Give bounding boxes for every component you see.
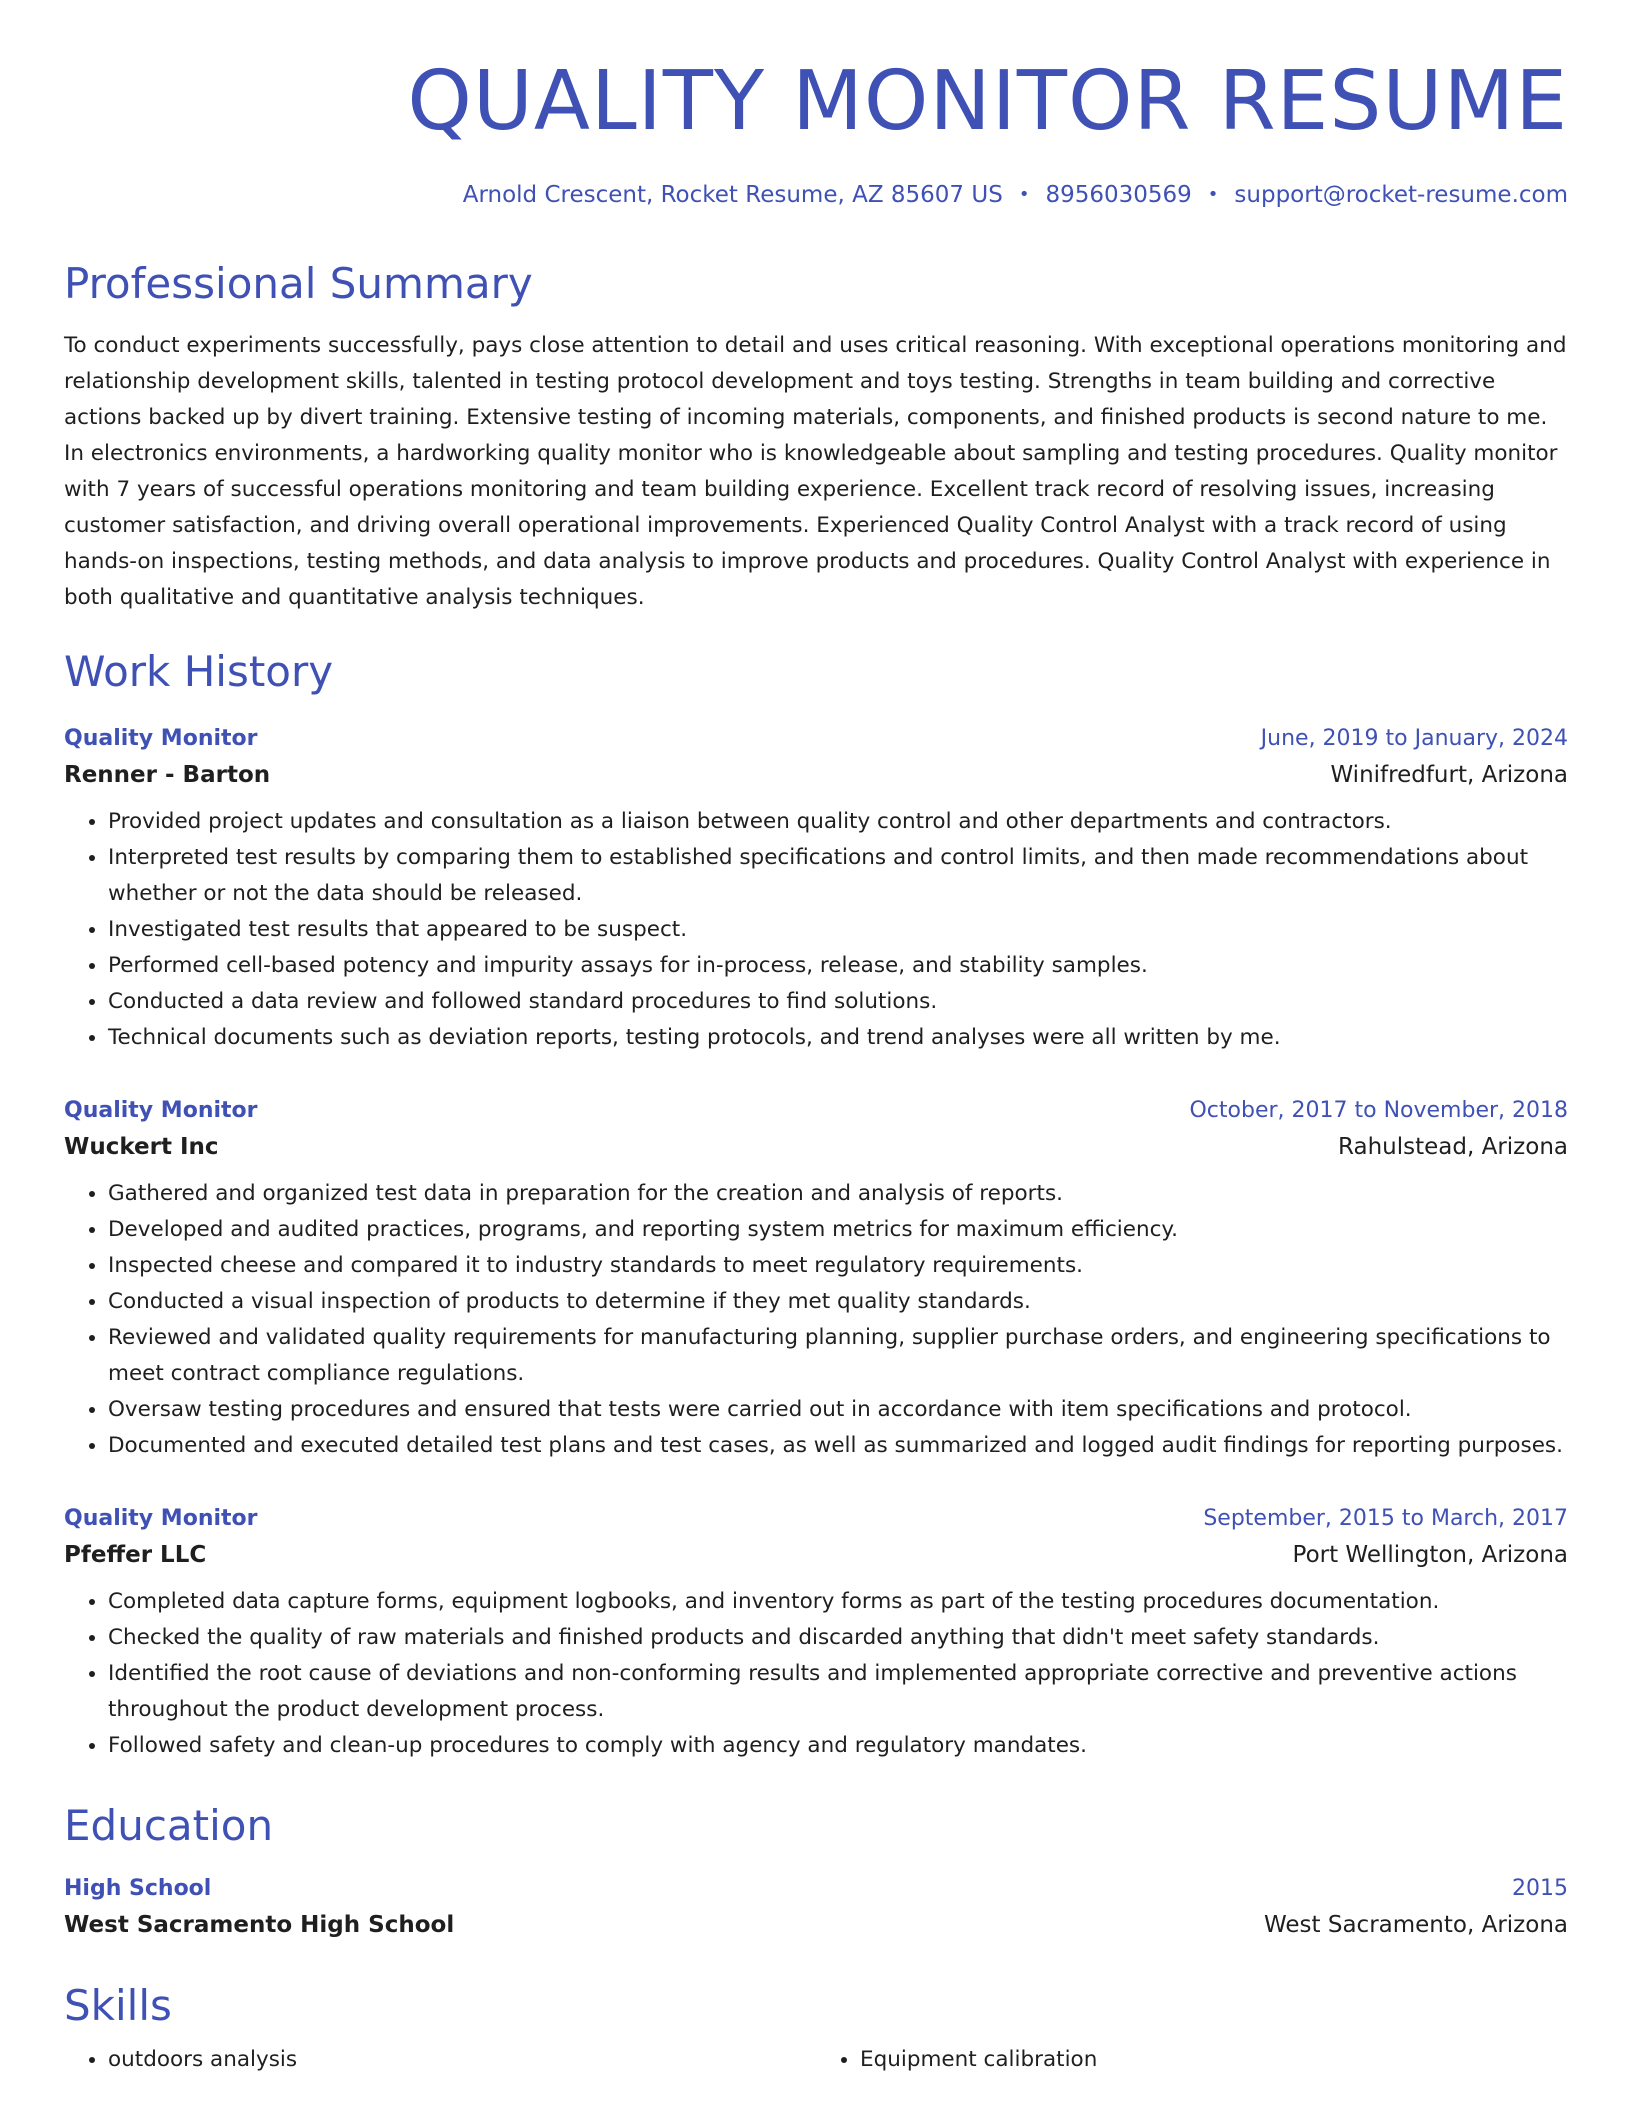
job-bullets [64, 804, 1568, 1056]
list-item: • Followed safety and clean-up procedures to comply with agency and regulatory mandates. [108, 1728, 1568, 1764]
job-role: Quality Monitor [64, 1506, 258, 1531]
list-item: • Documented and executed detailed test plans and test cases, as well as summarized and logged audit findings for reporting purposes. [108, 1428, 1568, 1464]
summary-text: To conduct experiments successfully, pays close attention to detail and uses critical reasoning. With exceptional operations monitoring and relationship development skills, talented in testing protocol development and toys testing. Strengths in team building and corrective actions backed up by divert training. Extensive testing of incoming materials, components, and finished products is second nature to me. In electronics environments, a hardworking quality monitor who is knowledgeable about sampling and testing procedures. Quality monitor with 7 years of successful operations monitoring and team building experience. Excellent track record of resolving issues, increasing customer satisfaction, and driving overall operational improvements. Experienced Quality Control Analyst with a track record of using hands-on inspections, testing methods, and data analysis to improve products and procedures. Quality Control Analyst with experience in both qualitative and quantitative analysis techniques. [64, 333, 1567, 610]
resume-title: QUALITY MONITOR RESUME [407, 54, 1568, 149]
list-item: • Interpreted test results by comparing them to established specifications and control limits, and then made recommendations about whether or not the data should be released. [108, 840, 1568, 912]
contact-line [64, 180, 1568, 210]
skills-list [64, 2042, 1568, 2078]
separator-dot: • [1207, 184, 1219, 205]
list-item: • Gathered and organized test data in preparation for the creation and analysis of reports. [108, 1176, 1568, 1212]
job-dates: October, 2017 to November, 2018 [1189, 1098, 1568, 1123]
contact-email: support@rocket-resume.com [1234, 182, 1568, 208]
job-bullets [64, 1584, 1568, 1764]
resume-page [64, 0, 1568, 2078]
job-location: Rahulstead, Arizona [1338, 1134, 1568, 1160]
list-item: • Conducted a visual inspection of products to determine if they met quality standards. [108, 1284, 1568, 1320]
job-role: Quality Monitor [64, 1098, 258, 1123]
skills-heading: Skills [64, 1981, 172, 2030]
skill-item: • Equipment calibration [860, 2042, 1568, 2078]
job-company: Pfeffer LLC [64, 1542, 207, 1568]
education-location: West Sacramento, Arizona [1264, 1912, 1568, 1938]
list-item: • Identified the root cause of deviations and non-conforming results and implemented appropriate corrective and preventive actions throughout the product development process. [108, 1656, 1568, 1728]
list-item: • Developed and audited practices, programs, and reporting system metrics for maximum efficiency. [108, 1212, 1568, 1248]
contact-phone: 8956030569 [1045, 182, 1192, 208]
job-location: Winifredfurt, Arizona [1330, 762, 1568, 788]
education-degree: High School [64, 1876, 212, 1901]
job-entry [64, 1502, 1568, 1764]
job-location: Port Wellington, Arizona [1292, 1542, 1568, 1568]
job-dates: September, 2015 to March, 2017 [1203, 1506, 1568, 1531]
list-item: • Inspected cheese and compared it to industry standards to meet regulatory requirements. [108, 1248, 1568, 1284]
separator-dot: • [1018, 184, 1030, 205]
list-item: • Reviewed and validated quality requirements for manufacturing planning, supplier purchase orders, and engineering specifications to meet contract compliance regulations. [108, 1320, 1568, 1392]
job-bullets [64, 1176, 1568, 1464]
list-item: • Conducted a data review and followed standard procedures to find solutions. [108, 984, 1568, 1020]
skills-column-left [64, 2042, 816, 2078]
skills-column-right [816, 2042, 1568, 2078]
job-entry [64, 722, 1568, 1056]
work-history-heading: Work History [64, 647, 334, 696]
contact-address: Arnold Crescent, Rocket Resume, AZ 85607 US [462, 182, 1003, 208]
list-item: • Oversaw testing procedures and ensured that tests were carried out in accordance with item specifications and protocol. [108, 1392, 1568, 1428]
education-year: 2015 [1512, 1876, 1568, 1901]
education-entry [64, 1872, 1568, 1944]
job-company: Renner - Barton [64, 762, 271, 788]
skill-item: • outdoors analysis [108, 2042, 816, 2078]
list-item: • Performed cell-based potency and impurity assays for in-process, release, and stability samples. [108, 948, 1568, 984]
list-item: • Investigated test results that appeared to be suspect. [108, 912, 1568, 948]
list-item: • Provided project updates and consultation as a liaison between quality control and other departments and contractors. [108, 804, 1568, 840]
education-heading: Education [64, 1801, 274, 1850]
job-entry [64, 1094, 1568, 1464]
job-company: Wuckert Inc [64, 1134, 219, 1160]
list-item: • Technical documents such as deviation reports, testing protocols, and trend analyses were all written by me. [108, 1020, 1568, 1056]
list-item: • Checked the quality of raw materials and finished products and discarded anything that didn't meet safety standards. [108, 1620, 1568, 1656]
job-dates: June, 2019 to January, 2024 [1260, 726, 1568, 751]
education-school: West Sacramento High School [64, 1912, 455, 1938]
summary-heading: Professional Summary [64, 259, 533, 308]
list-item: • Completed data capture forms, equipment logbooks, and inventory forms as part of the testing procedures documentation. [108, 1584, 1568, 1620]
job-role: Quality Monitor [64, 726, 258, 751]
